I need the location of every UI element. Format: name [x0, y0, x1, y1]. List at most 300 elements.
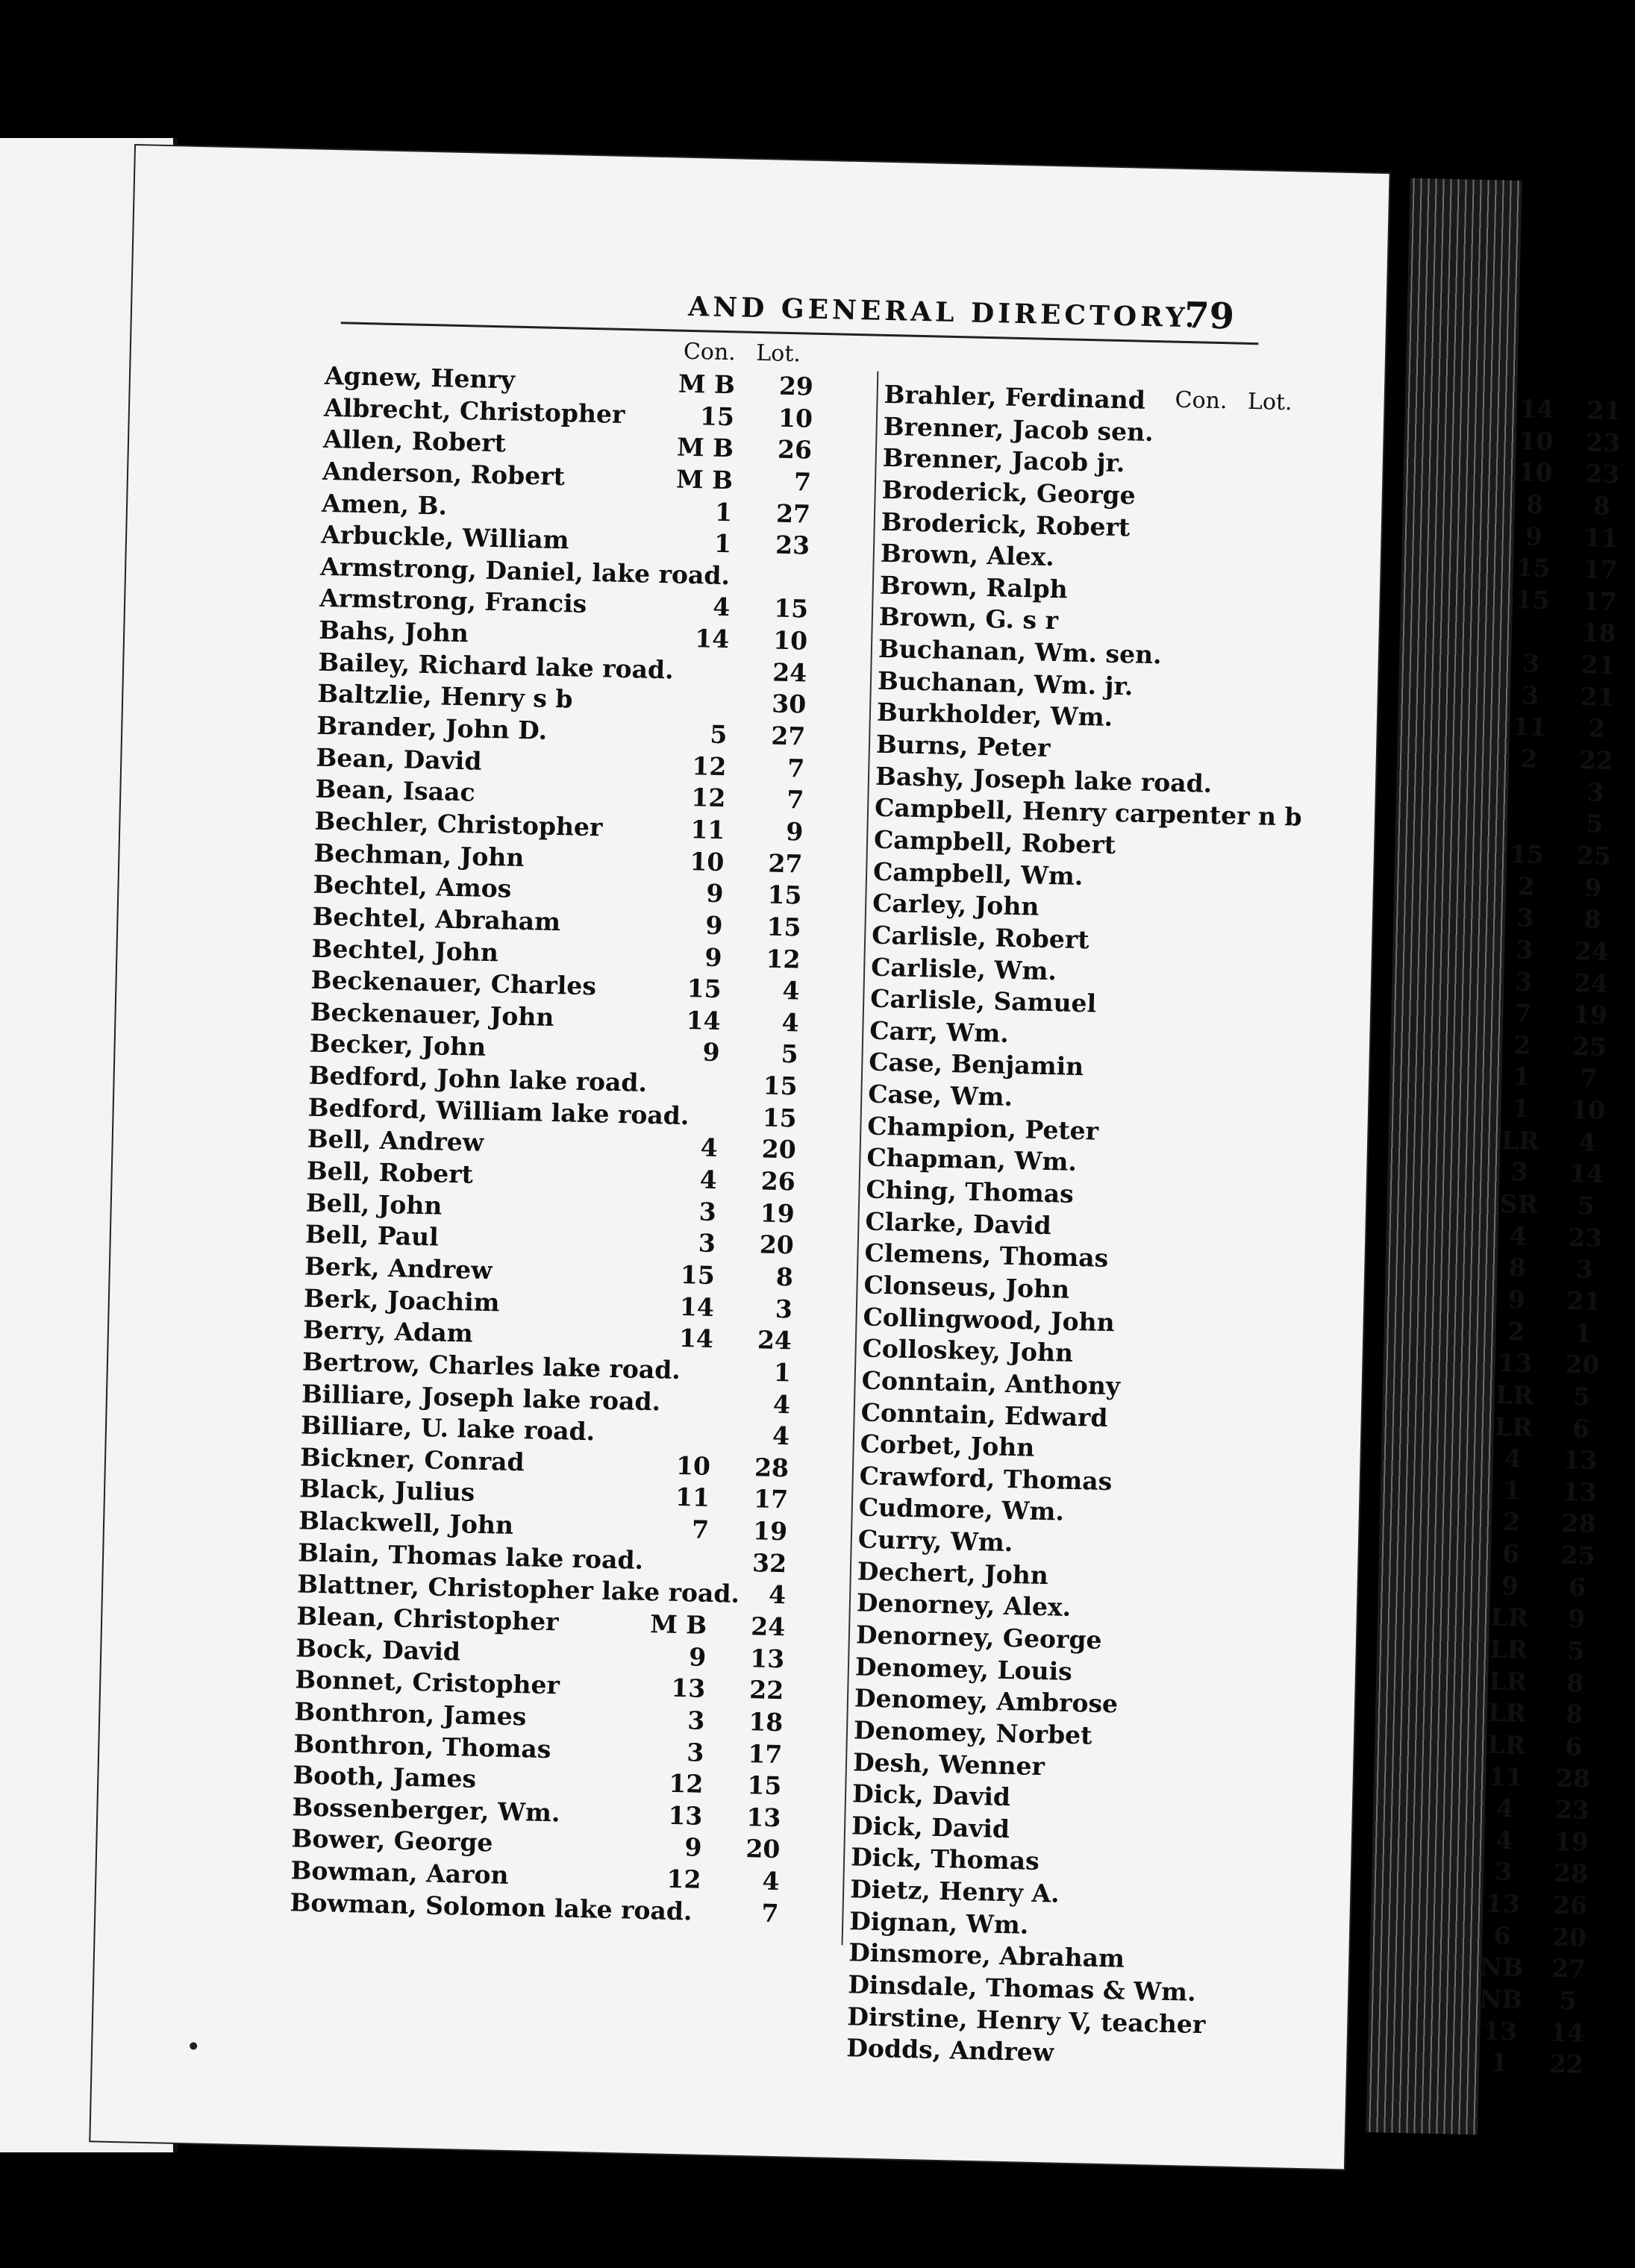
- entry-con: 1: [1512, 1094, 1531, 1124]
- entry-lot: 5: [1566, 1636, 1585, 1666]
- entry-lot: 13: [1563, 1444, 1598, 1476]
- entry-lot: 7: [787, 753, 805, 783]
- entry-lot: 27: [1551, 1954, 1586, 1985]
- entry-con: 9: [702, 1038, 721, 1068]
- lot-heading: Lot.: [1247, 388, 1292, 416]
- entry-name: Dick, David: [851, 1811, 1010, 1843]
- entry-lot: 7: [1580, 1063, 1598, 1094]
- entry-lot: 25: [1560, 1540, 1596, 1570]
- entry-name: Bonthron, James: [293, 1697, 527, 1732]
- entry-name: Bechtel, Abraham: [312, 901, 561, 937]
- entry-lot: 23: [775, 530, 810, 560]
- entry-con: 1: [1503, 1475, 1522, 1506]
- entry-name: Collingwood, John: [863, 1302, 1116, 1337]
- entry-name: Dinsmore, Abraham: [848, 1937, 1125, 1974]
- entry-con: 1: [713, 528, 732, 559]
- entry-name: Burkholder, Wm.: [876, 698, 1113, 733]
- entry-name: Billiare, Joseph lake road.: [301, 1378, 661, 1416]
- entry-con: 9: [684, 1832, 702, 1863]
- entry-lot: 18: [1581, 618, 1617, 648]
- entry-con: 14: [1519, 394, 1554, 425]
- entry-lot: 4: [781, 1007, 799, 1038]
- left-column-headings: [684, 339, 801, 368]
- entry-con: 12: [668, 1768, 704, 1799]
- entry-lot: 17: [1583, 554, 1619, 585]
- entry-lot: 23: [1586, 427, 1621, 457]
- entry-name: Buchanan, Wm. jr.: [877, 665, 1134, 701]
- entry-con: 3: [1522, 648, 1540, 678]
- entry-lot: 20: [759, 1229, 795, 1260]
- entry-name: Bean, David: [316, 742, 482, 776]
- entry-lot: 28: [1555, 1763, 1591, 1794]
- entry-con: 7: [1514, 998, 1533, 1028]
- entry-name: Case, Wm.: [867, 1079, 1013, 1112]
- entry-lot: 6: [1572, 1413, 1590, 1444]
- entry-lot: 7: [761, 1898, 779, 1928]
- lot-heading: Lot.: [755, 339, 801, 368]
- entry-lot: 29: [778, 371, 814, 401]
- entry-con: 2: [1513, 1030, 1532, 1060]
- entry-name: Bedford, William lake road.: [307, 1092, 690, 1130]
- entry-lot: 5: [1572, 1381, 1591, 1412]
- entry-con: 5: [709, 719, 728, 750]
- entry-lot: 26: [777, 434, 813, 465]
- entry-lot: 27: [775, 498, 811, 529]
- entry-name: Corbet, John: [860, 1429, 1035, 1462]
- entry-lot: 21: [1581, 650, 1616, 680]
- entry-con: 9: [1507, 1285, 1526, 1315]
- entry-con: 15: [687, 974, 722, 1004]
- entry-lot: 10: [1570, 1095, 1606, 1126]
- entry-name: Bossenberger, Wm.: [292, 1792, 560, 1828]
- entry-lot: 27: [770, 721, 806, 751]
- entry-con: 2: [1517, 871, 1535, 901]
- entry-con: 3: [1510, 1157, 1529, 1188]
- entry-name: Dick, David: [851, 1779, 1011, 1812]
- entry-con: 9: [706, 878, 724, 909]
- entry-name: Blackwell, John: [298, 1506, 514, 1541]
- entry-con: 10: [1519, 425, 1554, 456]
- entry-con: 10: [675, 1450, 711, 1481]
- entry-lot: 20: [761, 1134, 797, 1165]
- entry-name: Bickner, Conrad: [299, 1442, 525, 1477]
- entry-con: 3: [1516, 935, 1534, 965]
- entry-lot: 4: [768, 1580, 787, 1610]
- entry-con: NB: [1479, 1952, 1524, 1983]
- entry-name: Carr, Wm.: [869, 1015, 1010, 1048]
- entry-lot: 20: [1565, 1350, 1600, 1380]
- entry-name: Denomey, Norbet: [853, 1715, 1092, 1750]
- entry-lot: 24: [1574, 936, 1610, 966]
- entry-lot: 9: [1567, 1604, 1586, 1634]
- running-title: AND GENERAL DIRECTORY.: [687, 290, 1199, 334]
- entry-name: Campbell, Henry carpenter n b: [874, 793, 1302, 833]
- directory-page: [90, 145, 1622, 2169]
- ink-spot: [190, 2042, 197, 2049]
- entry-con: 14: [679, 1291, 715, 1322]
- entry-name: Dick, Thomas: [850, 1842, 1040, 1876]
- entry-name: Desh, Wenner: [852, 1747, 1045, 1781]
- entry-name: Curry, Wm.: [857, 1524, 1013, 1558]
- entry-con: LR: [1487, 1729, 1526, 1760]
- entry-lot: 3: [775, 1294, 793, 1323]
- entry-name: Albrecht, Christopher: [323, 392, 625, 429]
- entry-lot: 28: [1561, 1509, 1596, 1539]
- entry-name: Bean, Isaac: [315, 774, 476, 807]
- entry-name: Bower, George: [291, 1823, 493, 1858]
- entry-con: 6: [1493, 1920, 1511, 1951]
- entry-con: 2: [1502, 1507, 1521, 1537]
- entry-con: 15: [699, 401, 735, 431]
- entry-con: 3: [1516, 903, 1534, 933]
- entry-lot: 24: [757, 1325, 793, 1356]
- entry-con: M B: [649, 1609, 707, 1640]
- entry-con: 9: [704, 942, 722, 972]
- entry-lot: 26: [760, 1166, 796, 1197]
- entry-name: Bechtel, Amos: [313, 869, 512, 903]
- entry-name: Cudmore, Wm.: [858, 1492, 1065, 1527]
- entry-con: 15: [680, 1259, 716, 1290]
- entry-con: 3: [1495, 1857, 1513, 1887]
- entry-name: Bell, Paul: [304, 1219, 440, 1252]
- entry-lot: 8: [1565, 1700, 1584, 1729]
- entry-lot: 15: [762, 1103, 798, 1133]
- entry-lot: 19: [1572, 1000, 1608, 1030]
- entry-con: 11: [1488, 1761, 1524, 1792]
- entry-con: 1: [1490, 2048, 1509, 2078]
- entry-name: Conntain, Anthony: [861, 1365, 1121, 1401]
- entry-name: Brown, Alex.: [880, 538, 1055, 572]
- con-heading: Con.: [1175, 386, 1228, 415]
- entry-name: Dechert, John: [857, 1556, 1049, 1590]
- entry-lot: 13: [749, 1643, 785, 1673]
- entry-con: 13: [1485, 1888, 1521, 1919]
- entry-lot: 7: [793, 467, 812, 497]
- entry-lot: 5: [1577, 1191, 1595, 1221]
- entry-name: Chapman, Wm.: [866, 1142, 1078, 1177]
- entry-con: 1: [1513, 1062, 1531, 1092]
- entry-name: Blean, Christopher: [296, 1601, 559, 1637]
- entry-lot: 9: [1584, 872, 1602, 903]
- entry-name: Amen, B.: [321, 488, 448, 521]
- entry-name: Broderick, Robert: [881, 507, 1131, 542]
- right-column: [846, 379, 1631, 2081]
- entry-lot: 3: [1586, 777, 1604, 807]
- entry-con: 13: [1498, 1348, 1533, 1379]
- entry-name: Arbuckle, William: [320, 519, 570, 555]
- entry-name: Armstrong, Daniel, lake road.: [319, 551, 731, 591]
- entry-con: 1: [714, 497, 733, 527]
- entry-lot: 27: [768, 848, 803, 879]
- entry-con: M B: [675, 464, 734, 495]
- entry-lot: 7: [786, 785, 804, 815]
- entry-lot: 10: [778, 403, 813, 433]
- entry-lot: 1: [1574, 1318, 1592, 1348]
- entry-con: 4: [1495, 1794, 1514, 1823]
- entry-name: Anderson, Robert: [322, 456, 566, 492]
- entry-lot: 21: [1566, 1285, 1601, 1316]
- entry-lot: 6: [1568, 1572, 1586, 1603]
- entry-name: Bertrow, Charles lake road.: [301, 1347, 681, 1385]
- entry-con: 8: [1525, 489, 1544, 519]
- entry-con: 3: [698, 1197, 717, 1227]
- entry-name: Brenner, Jacob sen.: [883, 411, 1154, 447]
- entry-lot: 20: [745, 1834, 781, 1864]
- entry-name: Bechler, Christopher: [314, 806, 603, 842]
- entry-con: 3: [686, 1737, 704, 1767]
- entry-name: Bell, Robert: [306, 1156, 474, 1189]
- entry-con: 7: [691, 1514, 710, 1544]
- entry-name: Allen, Robert: [322, 425, 507, 458]
- entry-con: 12: [690, 783, 726, 813]
- entry-name: Bahs, John: [318, 615, 469, 648]
- entry-lot: 19: [1554, 1826, 1589, 1857]
- entry-name: Buchanan, Wm. sen.: [878, 633, 1163, 670]
- entry-name: Dignan, Wm.: [848, 1906, 1029, 1940]
- entry-lot: 28: [1553, 1858, 1589, 1889]
- entry-con: M B: [676, 432, 734, 463]
- entry-con: 9: [688, 1641, 707, 1672]
- entry-lot: 23: [1554, 1794, 1590, 1825]
- entry-name: Dirstine, Henry V, teacher: [846, 2001, 1206, 2039]
- entry-name: Booth, James: [293, 1760, 477, 1794]
- entry-con: LR: [1495, 1379, 1534, 1410]
- entry-con: 13: [1482, 2016, 1518, 2046]
- entry-lot: 13: [746, 1802, 781, 1833]
- entry-con: 3: [698, 1228, 716, 1259]
- entry-name: Black, Julius: [298, 1473, 475, 1508]
- entry-lot: 5: [781, 1039, 799, 1069]
- entry-lot: 10: [772, 625, 808, 656]
- entry-lot: 8: [1592, 491, 1611, 521]
- entry-con: 4: [700, 1133, 719, 1163]
- entry-name: Campbell, Wm.: [872, 856, 1084, 891]
- entry-con: 4: [1504, 1444, 1522, 1473]
- entry-lot: 26: [1552, 1890, 1588, 1920]
- entry-con: 12: [666, 1864, 701, 1894]
- entry-name: Bowman, Solomon lake road.: [290, 1888, 693, 1926]
- entry-lot: 28: [754, 1453, 790, 1483]
- entry-name: Bowman, Aaron: [290, 1855, 509, 1890]
- entry-lot: 19: [760, 1198, 795, 1229]
- entry-con: 15: [1516, 553, 1551, 583]
- entry-con: 13: [668, 1800, 703, 1831]
- entry-name: Berk, Andrew: [304, 1251, 493, 1285]
- entry-name: Beckenauer, Charles: [310, 965, 597, 1001]
- entry-con: 14: [686, 1005, 722, 1036]
- entry-lot: 12: [766, 943, 801, 974]
- entry-name: Carley, John: [872, 888, 1040, 921]
- entry-name: Bechtel, John: [311, 933, 499, 967]
- entry-con: 12: [691, 751, 727, 781]
- entry-lot: 8: [775, 1262, 794, 1292]
- entry-name: Bock, David: [295, 1633, 461, 1667]
- entry-con: LR: [1494, 1412, 1534, 1442]
- entry-lot: 19: [752, 1516, 788, 1547]
- entry-con: LR: [1501, 1125, 1539, 1156]
- entry-name: Blattner, Christopher lake road.: [296, 1569, 740, 1609]
- entry-con: LR: [1488, 1697, 1527, 1729]
- entry-name: Carlisle, Robert: [871, 920, 1090, 955]
- entry-lot: 4: [772, 1420, 790, 1451]
- entry-lot: 8: [1566, 1667, 1584, 1698]
- entry-name: Agnew, Henry: [324, 360, 516, 395]
- entry-lot: 25: [1576, 841, 1612, 871]
- entry-lot: 4: [772, 1389, 791, 1419]
- entry-name: Case, Benjamin: [868, 1047, 1084, 1082]
- entry-name: Armstrong, Francis: [319, 583, 587, 619]
- entry-name: Crawford, Thomas: [859, 1461, 1113, 1496]
- entry-lot: 1: [773, 1357, 792, 1388]
- entry-lot: 17: [747, 1738, 783, 1769]
- entry-lot: 18: [748, 1707, 784, 1738]
- entry-name: Carlisle, Wm.: [870, 952, 1057, 986]
- entry-con: 4: [699, 1165, 718, 1195]
- entry-lot: 13: [1562, 1476, 1597, 1507]
- entry-lot: 21: [1580, 681, 1616, 712]
- entry-lot: 30: [771, 689, 807, 719]
- entry-con: 14: [678, 1323, 714, 1354]
- entry-lot: 4: [782, 976, 800, 1006]
- entry-name: Broderick, George: [881, 474, 1137, 510]
- entry-lot: 22: [1548, 2049, 1584, 2079]
- entry-name: Bailey, Richard lake road.: [317, 647, 675, 685]
- entry-name: Burns, Peter: [875, 729, 1051, 763]
- entry-name: Conntain, Edward: [860, 1397, 1108, 1432]
- entry-con: NB: [1478, 1984, 1523, 2014]
- entry-con: 3: [1521, 680, 1539, 710]
- entry-name: Berry, Adam: [302, 1315, 474, 1348]
- entry-con: 11: [675, 1482, 710, 1513]
- entry-lot: 15: [767, 880, 802, 910]
- entry-lot: 14: [1549, 2017, 1585, 2048]
- entry-lot: 23: [1567, 1222, 1603, 1253]
- entry-name: Denomey, Ambrose: [854, 1683, 1119, 1719]
- entry-name: Baltzlie, Henry s b: [316, 679, 573, 714]
- entry-lot: 21: [1586, 395, 1622, 426]
- entry-lot: 24: [750, 1611, 786, 1642]
- entry-lot: 11: [1584, 522, 1619, 553]
- entry-name: Colloskey, John: [862, 1333, 1074, 1368]
- entry-con: SR: [1499, 1188, 1539, 1220]
- entry-con: 6: [1501, 1539, 1520, 1569]
- entry-name: Clemens, Thomas: [864, 1238, 1109, 1274]
- entry-name: Brown, G. s r: [878, 602, 1059, 636]
- entry-name: Clarke, David: [865, 1206, 1052, 1240]
- entry-name: Brander, John D.: [316, 710, 548, 745]
- entry-name: Berk, Joachim: [303, 1283, 501, 1318]
- entry-lot: 3: [1575, 1254, 1594, 1284]
- entry-name: Champion, Peter: [867, 1111, 1099, 1146]
- entry-con: LR: [1489, 1634, 1528, 1664]
- entry-con: 4: [712, 592, 731, 622]
- left-column: [290, 360, 877, 1932]
- entry-con: 15: [1509, 839, 1545, 870]
- entry-lot: 2: [1587, 713, 1606, 744]
- entry-con: 13: [670, 1673, 706, 1704]
- entry-name: Dodds, Andrew: [845, 2033, 1054, 2067]
- entry-name: Bechman, John: [313, 838, 525, 872]
- entry-con: 11: [1512, 712, 1548, 742]
- entry-name: Ching, Thomas: [866, 1174, 1075, 1209]
- entry-name: Clonseus, John: [863, 1270, 1070, 1304]
- entry-name: Brown, Ralph: [879, 570, 1069, 604]
- entry-con: 4: [1509, 1221, 1528, 1251]
- entry-lot: 22: [748, 1675, 784, 1705]
- entry-lot: 5: [1585, 809, 1604, 839]
- entry-name: Denomey, Louis: [854, 1652, 1073, 1686]
- entry-name: Bedford, John lake road.: [308, 1060, 648, 1097]
- entry-lot: 15: [746, 1770, 782, 1801]
- entry-con: LR: [1489, 1603, 1529, 1633]
- entry-con: 14: [694, 624, 730, 654]
- entry-name: Bonnet, Cristopher: [294, 1664, 560, 1700]
- con-heading: Con.: [683, 338, 737, 366]
- entry-lot: 5: [1559, 1985, 1578, 2016]
- entry-lot: 24: [772, 657, 807, 688]
- entry-name: Bell, Andrew: [307, 1124, 484, 1158]
- entry-lot: 4: [762, 1866, 780, 1896]
- entry-lot: 9: [785, 816, 804, 847]
- entry-name: Dinsdale, Thomas & Wm.: [847, 1970, 1197, 2007]
- entry-name: Bonthron, Thomas: [293, 1728, 551, 1764]
- entry-lot: 15: [763, 1071, 798, 1101]
- entry-name: Bashy, Joseph lake road.: [875, 761, 1213, 798]
- entry-lot: 14: [1569, 1159, 1604, 1189]
- entry-lot: 8: [1584, 904, 1601, 935]
- entry-con: 3: [687, 1705, 705, 1735]
- entry-lot: 25: [1572, 1031, 1607, 1062]
- entry-con: 15: [1515, 584, 1551, 615]
- entry-name: Dietz, Henry A.: [849, 1874, 1060, 1908]
- entry-con: 10: [690, 846, 725, 877]
- entry-con: 11: [690, 815, 725, 845]
- entry-con: 9: [705, 910, 723, 940]
- entry-lot: 6: [1564, 1731, 1583, 1761]
- entry-lot: 23: [1585, 459, 1620, 489]
- entry-con: 3: [1515, 966, 1533, 997]
- entry-con: LR: [1489, 1666, 1528, 1697]
- entry-name: Campbell, Robert: [873, 824, 1116, 859]
- entry-lot: 32: [751, 1547, 787, 1578]
- entry-name: Becker, John: [309, 1029, 487, 1062]
- entry-con: 4: [1495, 1825, 1513, 1855]
- page-number: 79: [1184, 294, 1235, 338]
- entry-con: 9: [1525, 521, 1543, 551]
- entry-name: Brenner, Jacob jr.: [882, 443, 1125, 478]
- entry-name: Beckenauer, John: [310, 997, 554, 1032]
- entry-name: Blain, Thomas lake road.: [297, 1538, 644, 1575]
- entry-lot: 15: [773, 594, 809, 624]
- entry-lot: 15: [766, 912, 801, 942]
- entry-lot: 20: [1551, 1922, 1587, 1952]
- entry-name: Denorney, Alex.: [856, 1588, 1072, 1623]
- entry-con: 2: [1519, 744, 1538, 774]
- entry-lot: 4: [1578, 1127, 1597, 1157]
- entry-lot: 17: [753, 1484, 789, 1514]
- entry-con: 8: [1508, 1253, 1527, 1282]
- entry-name: Denorney, George: [855, 1620, 1102, 1655]
- entry-lot: 17: [1582, 586, 1618, 617]
- entry-con: M B: [678, 369, 736, 400]
- entry-con: 9: [1501, 1570, 1519, 1601]
- entry-con: 10: [1518, 457, 1553, 488]
- entry-lot: 22: [1578, 745, 1614, 776]
- entry-lot: 24: [1573, 968, 1609, 998]
- entry-name: Carlisle, Samuel: [869, 983, 1097, 1018]
- entry-con: 2: [1507, 1316, 1525, 1347]
- entry-name: Billiare, U. lake road.: [300, 1410, 595, 1447]
